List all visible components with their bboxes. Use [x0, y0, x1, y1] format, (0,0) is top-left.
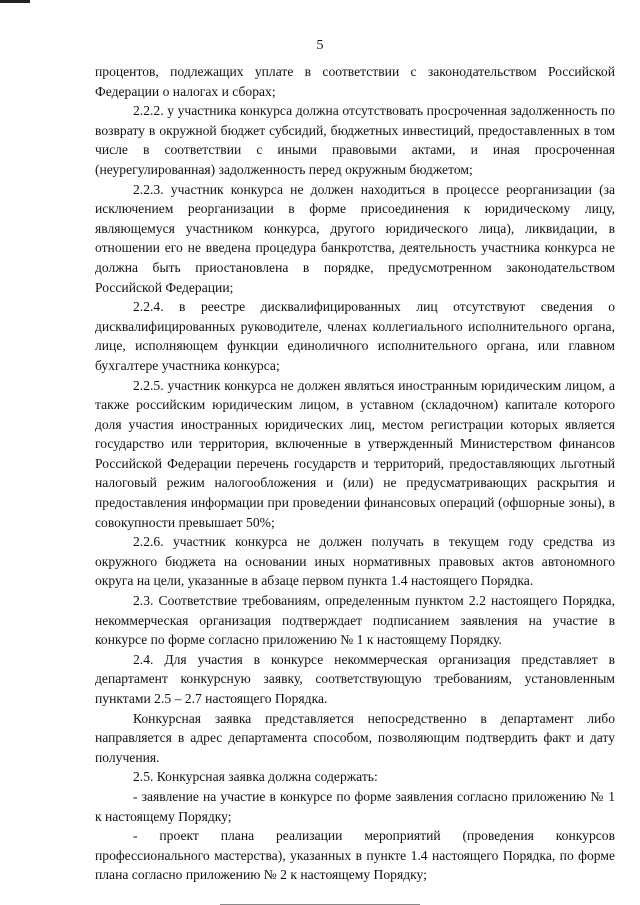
document-body — [95, 62, 615, 885]
paragraph-2-4: 2.4. Для участия в конкурсе некоммерческая организация представляет в департамент конкурсную заявку, соответствующую требованиям, установленным пунктами 2.5 – 2.7 настоящего Порядка. — [95, 651, 615, 706]
paragraph-2-2-5: 2.2.5. участник конкурса не должен являться иностранным юридическим лицом, а также российским юридическим лицом, в уставном (складочном) капитале которого доля участия иностранных юридических лиц, местом регистрации которых является государство или территория, включенные в утвержденный Министерством финансов Российской Федерации перечень государств и территорий, предоставляющих льготный налоговый режим налогообложения и (или) не предусматривающих раскрытия и предоставления информации при проведении финансовых операций (офшорные зоны), в совокупности превышает 50%; — [95, 377, 615, 530]
list-item-plan-draft: - проект плана реализации мероприятий (проведения конкурсов профессионального мастерства), указанных в пункте 1.4 настоящего Порядка, по форме плана согласно приложению № 2 к настоящему Порядку; — [95, 828, 615, 883]
page-number: 5 — [316, 38, 324, 53]
paragraph-2-2-4: 2.2.4. в реестре дисквалифицированных лиц отсутствуют сведения о дисквалифицированных руководителе, членах коллегиального исполнительного органа, лице, исполняющем функции единоличного исполнительного органа, или главном бухгалтере участника конкурса; — [95, 299, 615, 373]
paragraph-2-3: 2.3. Соответствие требованиям, определенным пунктом 2.2 настоящего Порядка, некоммерческая организация подтверждает подписанием заявления на участие в конкурсе по форме согласно приложению № 1 к настоящему Порядку. — [95, 593, 615, 648]
paragraph-continuation: процентов, подлежащих уплате в соответствии с законодательством Российской Федерации о налогах и сборах; — [95, 64, 615, 99]
paragraph-2-4-submission: Конкурсная заявка представляется непосредственно в департамент либо направляется в адрес департамента способом, позволяющим подтвердить факт и дату получения. — [95, 710, 615, 765]
paragraph-2-2-6: 2.2.6. участник конкурса не должен получать в текущем году средства из окружного бюджета на основании иных нормативных правовых актов автономного округа на цели, указанные в абзаце первом пункта 1.4 настоящего Порядка. — [95, 534, 615, 589]
list-item-application: - заявление на участие в конкурсе по форме заявления согласно приложению № 1 к настоящему Порядку; — [95, 788, 615, 824]
paragraph-2-2-2: 2.2.2. у участника конкурса должна отсутствовать просроченная задолженность по возврату в окружной бюджет субсидий, бюджетных инвестиций, предоставленных в том числе в соответствии с иными правовыми актами, и иная просроченная (неурегулированная) задолженность перед окружным бюджетом; — [95, 103, 615, 177]
scan-corner-mark — [0, 0, 30, 3]
paragraph-2-2-3: 2.2.3. участник конкурса не должен находиться в процессе реорганизации (за исключением реорганизации в форме присоединения к юридическому лицу, являющемуся участником конкурса, другого юридического лица), ликвидации, в отношении его не введена процедура банкротства, деятельность участника конкурса не должна быть приостановлена в порядке, предусмотренном законодательством Российской Федерации; — [95, 181, 615, 295]
paragraph-2-5: 2.5. Конкурсная заявка должна содержать: — [133, 769, 378, 785]
